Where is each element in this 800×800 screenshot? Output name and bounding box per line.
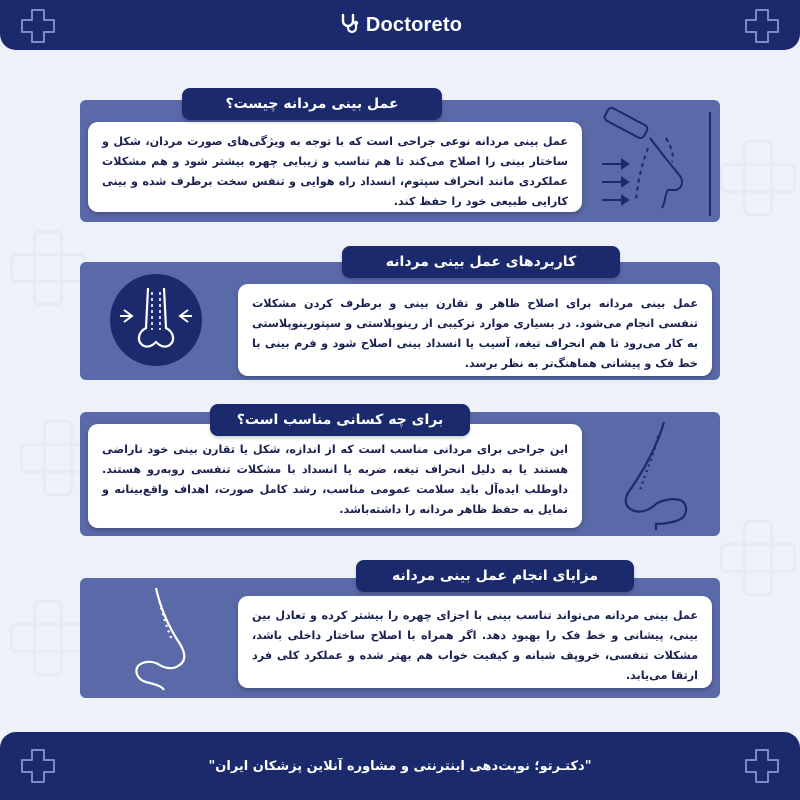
- nose-front-icon: [106, 270, 206, 370]
- footer-cross-icon: [18, 746, 58, 786]
- background-cross-icon: [10, 230, 80, 300]
- section-4-title: مزایای انجام عمل بینی مردانه: [356, 560, 634, 592]
- stethoscope-icon: [338, 12, 360, 38]
- footer-cross-icon: [742, 746, 782, 786]
- section-1-body: عمل بینی مردانه نوعی جراحی است که با توجه به ویژگی‌های صورت مردان، شکل و ساختار بینی را اصلاح می‌کند تا هم تناسب و زیبایی چهره بیشتر شود و هم مشکلات عملکردی مانند انحراف سپتوم، انسداد راه هوایی و تنفس سخت برطرف شده و بینی کارایی طبیعی خود را حفظ کند.: [102, 135, 568, 208]
- brand-logo[interactable]: [338, 12, 462, 38]
- section-3-body: این جراحی برای مردانی مناسب است که از اندازه، شکل یا تقارن بینی خود ناراضی هستند یا به دلیل انحراف تیغه، ضربه یا انسداد با مشکلات تنفسی روبه‌رو هستند. داوطلب ایده‌آل باید سلامت عمومی مناسب، رشد کامل صورت، اهداف واقع‌بینانه و تمایل به حفظ ظاهر مردانه را داشته‌باشد.: [102, 443, 568, 516]
- nose-side-outline-icon: [600, 418, 710, 532]
- section-3-card: [88, 424, 582, 528]
- background-cross-icon: [720, 140, 790, 210]
- header-cross-icon: [18, 6, 58, 46]
- section-2-title: کاربردهای عمل بینی مردانه: [342, 246, 620, 278]
- header-cross-icon: [742, 6, 782, 46]
- background-cross-icon: [10, 600, 80, 670]
- section-1-card: [88, 122, 582, 212]
- footer-tagline: "دکتـرتو؛ نوبت‌دهی اینترنتی و مشاوره آنلاین پزشکان ایران": [208, 758, 592, 774]
- section-2-body: عمل بینی مردانه برای اصلاح ظاهر و تقارن بینی و برطرف کردن مشکلات تنفسی انجام می‌شود. در بسیاری موارد ترکیبی از رینوپلاستی و سپتورینوپلاستی به کار می‌رود تا هم انحراف تیغه، آسیب یا انسداد بینی اصلاح شود و فرم بینی با خط فک و پیشانی هماهنگ‌تر به نظر برسد.: [252, 297, 698, 370]
- nose-profile-arrows-icon: [592, 104, 716, 220]
- section-2-card: [238, 284, 712, 376]
- section-4-card: [238, 596, 712, 688]
- section-3-title: برای چه کسانی مناسب است؟: [210, 404, 470, 436]
- background-cross-icon: [720, 520, 790, 590]
- brand-name: Doctoreto: [365, 13, 463, 36]
- section-1-title: عمل بینی مردانه چیست؟: [182, 88, 442, 120]
- nose-side-dotted-icon: [110, 582, 220, 694]
- header-bar: [0, 0, 800, 50]
- section-4-body: عمل بینی مردانه می‌تواند تناسب بینی با اجزای چهره را بیشتر کرده و تعادل بین بینی، پیشانی و خط فک را بهبود دهد. اگر همراه با اصلاح ساختار داخلی باشد، مشکلات تنفسی، خروپف شبانه و کیفیت خواب هم بهتر شده و عملکرد کلی فرد ارتقا می‌یابد.: [252, 609, 698, 682]
- footer-bar: [0, 732, 800, 800]
